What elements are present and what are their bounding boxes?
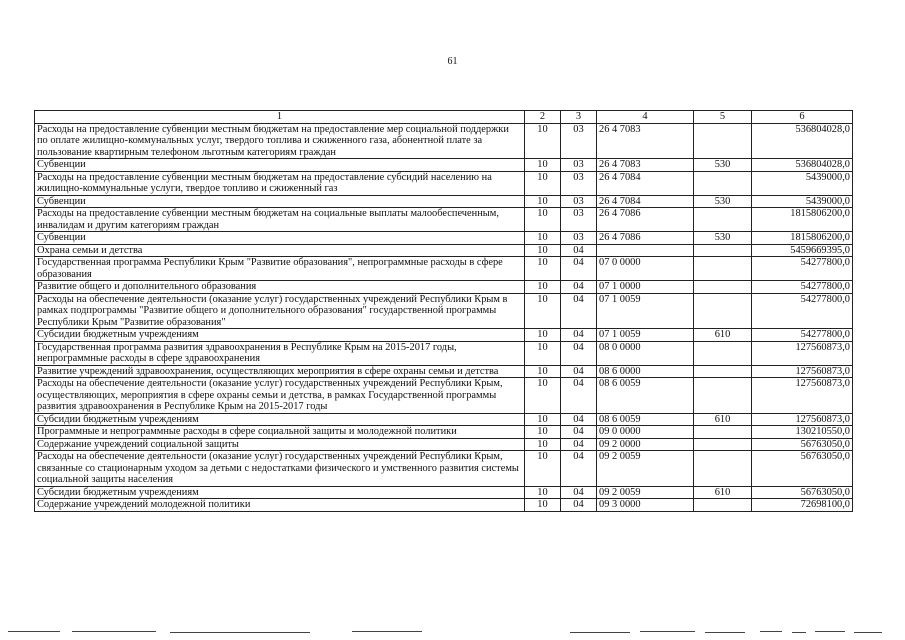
table-row — [35, 232, 853, 245]
subsection-code: 04 — [561, 451, 597, 487]
table-row — [35, 378, 853, 414]
table-row — [35, 426, 853, 439]
subsection-code: 04 — [561, 293, 597, 329]
table-row — [35, 208, 853, 232]
row-name: Содержание учреждений социальной защиты — [35, 438, 525, 451]
target-article-code: 26 4 7086 — [597, 208, 694, 232]
table-row — [35, 451, 853, 487]
expense-type-code: 530 — [694, 195, 752, 208]
section-code: 10 — [525, 413, 561, 426]
section-code: 10 — [525, 499, 561, 512]
amount: 127560873,0 — [752, 365, 853, 378]
column-header: 5 — [694, 111, 752, 124]
amount: 5439000,0 — [752, 195, 853, 208]
table-row — [35, 257, 853, 281]
table-row — [35, 413, 853, 426]
section-code: 10 — [525, 438, 561, 451]
table-row — [35, 195, 853, 208]
expense-type-code — [694, 293, 752, 329]
subsection-code: 03 — [561, 159, 597, 172]
row-name: Расходы на предоставление субвенции местным бюджетам на социальные выплаты малообеспеченным, инвалидам и другим категориям граждан — [35, 208, 525, 232]
target-article-code: 09 2 0059 — [597, 486, 694, 499]
target-article-code: 26 4 7083 — [597, 159, 694, 172]
subsection-code: 04 — [561, 438, 597, 451]
target-article-code: 26 4 7086 — [597, 232, 694, 245]
target-article-code: 08 6 0059 — [597, 378, 694, 414]
row-name: Расходы на обеспечение деятельности (оказание услуг) государственных учреждений Республики Крым, связанные со стационарным уходом за детьми с недостатками физического и умственного развития системы социальной защиты населения — [35, 451, 525, 487]
row-name: Расходы на обеспечение деятельности (оказание услуг) государственных учреждений Республики Крым в рамках подпрограммы "Развитие общего и дополнительного образования" государственной программы Республики Крым "Развитие образования" — [35, 293, 525, 329]
target-article-code: 26 4 7084 — [597, 195, 694, 208]
row-name: Субсидии бюджетным учреждениям — [35, 413, 525, 426]
column-header: 6 — [752, 111, 853, 124]
amount: 56763050,0 — [752, 438, 853, 451]
section-code: 10 — [525, 244, 561, 257]
row-name: Государственная программа развития здравоохранения в Республике Крым на 2015-2017 годы, непрограммные расходы в сфере здравоохранения — [35, 341, 525, 365]
expense-type-code — [694, 208, 752, 232]
target-article-code: 09 3 0000 — [597, 499, 694, 512]
target-article-code — [597, 244, 694, 257]
target-article-code: 09 2 0000 — [597, 438, 694, 451]
subsection-code: 03 — [561, 195, 597, 208]
target-article-code: 09 0 0000 — [597, 426, 694, 439]
target-article-code: 07 1 0059 — [597, 293, 694, 329]
row-name: Субсидии бюджетным учреждениям — [35, 329, 525, 342]
section-code: 10 — [525, 329, 561, 342]
subsection-code: 04 — [561, 378, 597, 414]
subsection-code: 04 — [561, 365, 597, 378]
column-header: 2 — [525, 111, 561, 124]
target-article-code: 07 0 0000 — [597, 257, 694, 281]
row-name: Субвенции — [35, 159, 525, 172]
table-row — [35, 244, 853, 257]
section-code: 10 — [525, 426, 561, 439]
table-row — [35, 341, 853, 365]
section-code: 10 — [525, 159, 561, 172]
expense-type-code — [694, 171, 752, 195]
expense-type-code — [694, 341, 752, 365]
section-code: 10 — [525, 341, 561, 365]
row-name: Расходы на обеспечение деятельности (оказание услуг) государственных учреждений Республики Крым, осуществляющих, мероприятия в сфере охраны семьи и детства, в рамках Государственной программы развития здравоохранения в Республике Крым на 2015-2017 годы — [35, 378, 525, 414]
amount: 536804028,0 — [752, 123, 853, 159]
amount: 54277800,0 — [752, 293, 853, 329]
target-article-code: 08 6 0000 — [597, 365, 694, 378]
subsection-code: 04 — [561, 486, 597, 499]
budget-table — [34, 110, 853, 512]
section-code: 10 — [525, 451, 561, 487]
table-row — [35, 293, 853, 329]
subsection-code: 04 — [561, 329, 597, 342]
table-row — [35, 171, 853, 195]
subsection-code: 03 — [561, 232, 597, 245]
target-article-code: 08 6 0059 — [597, 413, 694, 426]
section-code: 10 — [525, 486, 561, 499]
table-row — [35, 486, 853, 499]
section-code: 10 — [525, 123, 561, 159]
amount: 56763050,0 — [752, 486, 853, 499]
target-article-code: 08 0 0000 — [597, 341, 694, 365]
subsection-code: 04 — [561, 426, 597, 439]
subsection-code: 04 — [561, 257, 597, 281]
section-code: 10 — [525, 378, 561, 414]
section-code: 10 — [525, 293, 561, 329]
expense-type-code — [694, 244, 752, 257]
subsection-code: 04 — [561, 244, 597, 257]
target-article-code: 09 2 0059 — [597, 451, 694, 487]
amount: 127560873,0 — [752, 341, 853, 365]
table-row — [35, 365, 853, 378]
expense-type-code — [694, 281, 752, 294]
subsection-code: 04 — [561, 499, 597, 512]
subsection-code: 03 — [561, 171, 597, 195]
amount: 56763050,0 — [752, 451, 853, 487]
row-name: Расходы на предоставление субвенции местным бюджетам на предоставление мер социальной поддержки по оплате жилищно-коммунальных услуг, твердого топлива и сжиженного газа, абонентной плате за пользование квартирным телефоном льготным категориям граждан — [35, 123, 525, 159]
expense-type-code — [694, 123, 752, 159]
expense-type-code: 610 — [694, 486, 752, 499]
expense-type-code — [694, 438, 752, 451]
expense-type-code — [694, 426, 752, 439]
subsection-code: 04 — [561, 281, 597, 294]
table-row — [35, 329, 853, 342]
amount: 5459669395,0 — [752, 244, 853, 257]
column-header: 1 — [35, 111, 525, 124]
amount: 1815806200,0 — [752, 232, 853, 245]
table-row — [35, 159, 853, 172]
amount: 127560873,0 — [752, 378, 853, 414]
amount: 127560873,0 — [752, 413, 853, 426]
expense-type-code: 610 — [694, 329, 752, 342]
expense-type-code — [694, 378, 752, 414]
expense-type-code — [694, 451, 752, 487]
amount: 54277800,0 — [752, 281, 853, 294]
section-code: 10 — [525, 365, 561, 378]
section-code: 10 — [525, 171, 561, 195]
subsection-code: 04 — [561, 341, 597, 365]
table-row — [35, 281, 853, 294]
row-name: Развитие общего и дополнительного образования — [35, 281, 525, 294]
amount: 54277800,0 — [752, 329, 853, 342]
amount: 54277800,0 — [752, 257, 853, 281]
page-number: 61 — [447, 56, 458, 67]
target-article-code: 26 4 7084 — [597, 171, 694, 195]
row-name: Охрана семьи и детства — [35, 244, 525, 257]
expense-type-code — [694, 499, 752, 512]
amount: 72698100,0 — [752, 499, 853, 512]
row-name: Субвенции — [35, 195, 525, 208]
scan-artifact-lines — [0, 625, 905, 637]
expense-type-code — [694, 365, 752, 378]
table-row — [35, 499, 853, 512]
subsection-code: 03 — [561, 208, 597, 232]
row-name: Государственная программа Республики Крым "Развитие образования", непрограммные расходы в сфере образования — [35, 257, 525, 281]
amount: 130210550,0 — [752, 426, 853, 439]
section-code: 10 — [525, 208, 561, 232]
section-code: 10 — [525, 232, 561, 245]
amount: 5439000,0 — [752, 171, 853, 195]
target-article-code: 07 1 0000 — [597, 281, 694, 294]
row-name: Содержание учреждений молодежной политики — [35, 499, 525, 512]
target-article-code: 26 4 7083 — [597, 123, 694, 159]
row-name: Развитие учреждений здравоохранения, осуществляющих мероприятия в сфере охраны семьи и детства — [35, 365, 525, 378]
row-name: Расходы на предоставление субвенции местным бюджетам на предоставление субсидий населению на жилищно-коммунальные услуги, твердое топливо и сжиженный газ — [35, 171, 525, 195]
section-code: 10 — [525, 195, 561, 208]
column-header: 3 — [561, 111, 597, 124]
table-row — [35, 438, 853, 451]
row-name: Программные и непрограммные расходы в сфере социальной защиты и молодежной политики — [35, 426, 525, 439]
table-header-row — [35, 111, 853, 124]
expense-type-code — [694, 257, 752, 281]
amount: 1815806200,0 — [752, 208, 853, 232]
expense-type-code: 530 — [694, 232, 752, 245]
expense-type-code: 530 — [694, 159, 752, 172]
row-name: Субсидии бюджетным учреждениям — [35, 486, 525, 499]
section-code: 10 — [525, 257, 561, 281]
target-article-code: 07 1 0059 — [597, 329, 694, 342]
table-row — [35, 123, 853, 159]
subsection-code: 03 — [561, 123, 597, 159]
subsection-code: 04 — [561, 413, 597, 426]
section-code: 10 — [525, 281, 561, 294]
row-name: Субвенции — [35, 232, 525, 245]
expense-type-code: 610 — [694, 413, 752, 426]
amount: 536804028,0 — [752, 159, 853, 172]
column-header: 4 — [597, 111, 694, 124]
